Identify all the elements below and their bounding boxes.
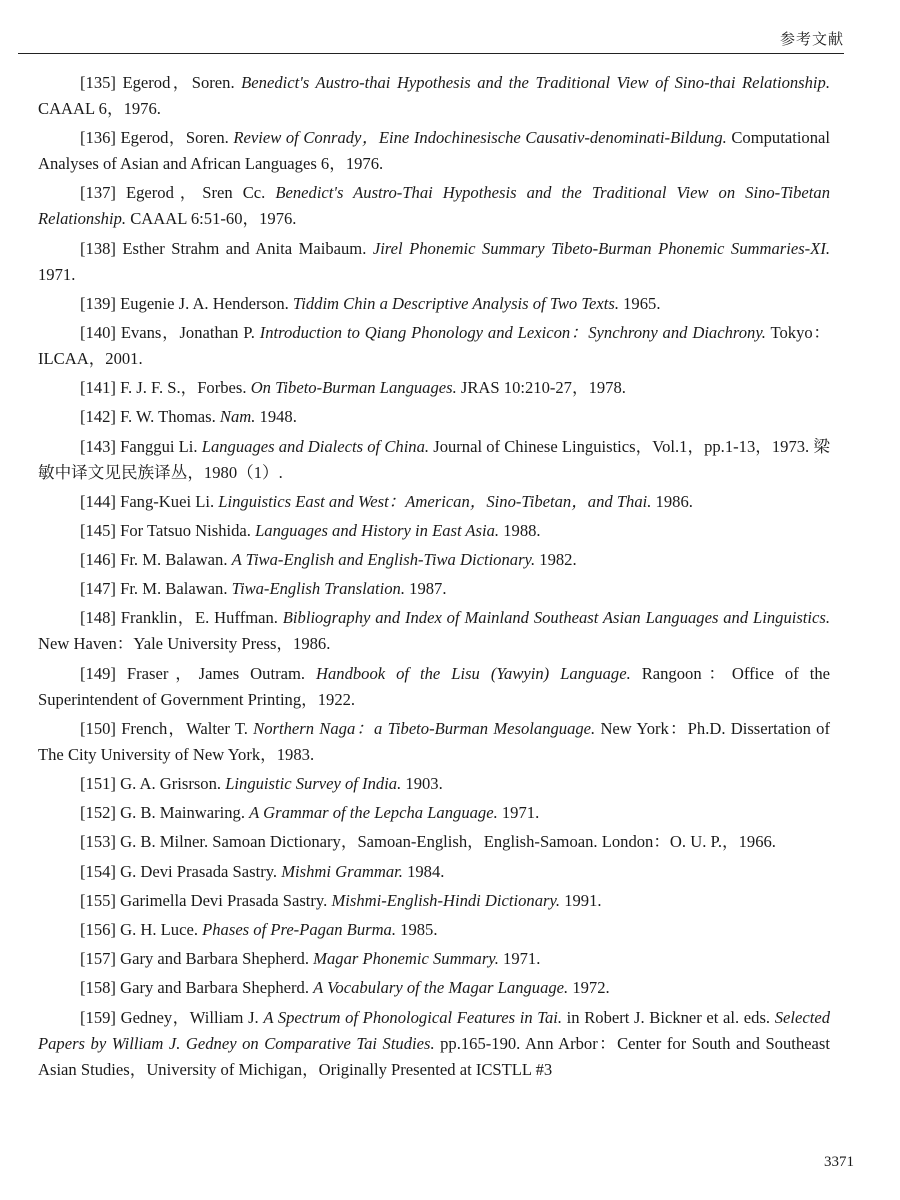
- reference-text: 1987.: [405, 579, 447, 599]
- reference-text: 1984.: [402, 861, 445, 881]
- reference-entry: [38, 859, 830, 885]
- reference-title: Selected Papers by William J. Gedney on Comparative Tai Studies.: [38, 1007, 830, 1053]
- reference-title: Handbook of the Lisu (Yawyin) Language.: [316, 663, 631, 683]
- reference-text: [144] Fang-Kuei Li.: [80, 491, 219, 511]
- reference-text: [147] Fr. M. Balawan.: [80, 579, 232, 599]
- reference-entry: [38, 716, 830, 768]
- reference-text: 1971.: [38, 264, 76, 284]
- reference-text: Computational Analyses of Asian and African Languages 6，1976.: [38, 128, 830, 174]
- reference-title: On Tibeto-Burman Languages.: [250, 378, 457, 398]
- reference-text: Tokyo：ILCAA，2001.: [38, 322, 830, 368]
- reference-entry: [38, 576, 830, 602]
- reference-title: A Grammar of the Lepcha Language.: [249, 803, 498, 823]
- reference-title: Introduction to Qiang Phonology and Lexicon：Synchrony and Diachrony.: [259, 322, 766, 342]
- reference-text: JRAS 10:210-27，1978.: [456, 378, 626, 398]
- reference-entry: [38, 180, 830, 232]
- reference-text: 1903.: [401, 774, 443, 793]
- reference-entry: [38, 547, 830, 573]
- reference-text: 1985.: [396, 919, 438, 939]
- reference-text: 1965.: [618, 293, 661, 313]
- reference-text: [154] G. Devi Prasada Sastry.: [80, 861, 282, 881]
- reference-entry: [38, 375, 830, 401]
- reference-entry: [38, 975, 830, 1001]
- reference-entry: [38, 291, 830, 317]
- reference-text: 1971.: [497, 803, 540, 823]
- reference-title: Nam.: [219, 407, 256, 427]
- reference-entry: [38, 917, 830, 943]
- reference-text: [136] Egerod，Soren.: [80, 128, 234, 148]
- reference-title: Linguistics East and West：American，Sino-Tibetan，and Thai.: [218, 491, 652, 511]
- reference-entry: [38, 946, 830, 972]
- reference-text: in Robert J. Bickner et al. eds.: [562, 1007, 775, 1027]
- running-head: 参考文献: [779, 32, 844, 48]
- reference-text: 1988.: [499, 520, 541, 540]
- reference-text: Rangoon：Office of the Superintendent of Government Printing，1922.: [38, 663, 830, 709]
- reference-text: 1971.: [498, 949, 541, 969]
- reference-text: [158] Gary and Barbara Shepherd.: [80, 978, 314, 998]
- reference-title: Tiwa-English Translation.: [231, 579, 405, 599]
- reference-title: Magar Phonemic Summary.: [313, 949, 499, 969]
- reference-text: [139] Eugenie J. A. Henderson.: [80, 293, 293, 313]
- reference-title: Jirel Phonemic Summary Tibeto-Burman Phonemic Summaries-XI.: [372, 238, 830, 258]
- reference-text: [149] Fraser，James Outram.: [80, 663, 316, 683]
- reference-entry: [38, 771, 830, 797]
- reference-text: [156] G. H. Luce.: [80, 919, 203, 939]
- reference-title: Linguistic Survey of India.: [225, 774, 402, 793]
- page-header: [18, 26, 844, 54]
- reference-text: [152] G. B. Mainwaring.: [80, 803, 250, 823]
- reference-entry: [38, 434, 830, 486]
- reference-text: 1991.: [560, 890, 602, 910]
- reference-text: [141] F. J. F. S.，Forbes.: [80, 378, 251, 398]
- reference-text: 1972.: [568, 978, 610, 998]
- reference-entry: [38, 605, 830, 657]
- reference-title: Languages and History in East Asia.: [255, 520, 500, 540]
- reference-entry: [38, 70, 830, 122]
- reference-entry: [38, 320, 830, 372]
- reference-text: 1982.: [535, 550, 577, 570]
- reference-text: CAAAL 6:51-60，1976.: [126, 209, 297, 229]
- reference-entry: [38, 236, 830, 288]
- reference-entry: [38, 829, 830, 855]
- reference-list: [38, 70, 830, 1086]
- reference-text: [146] Fr. M. Balawan.: [80, 550, 232, 570]
- reference-entry: [38, 404, 830, 430]
- reference-text: [148] Franklin，E. Huffman.: [80, 608, 283, 628]
- reference-title: Languages and Dialects of China.: [201, 436, 430, 456]
- reference-title: Mishmi Grammar.: [281, 861, 403, 881]
- reference-text: [137] Egerod，Sren Cc.: [80, 183, 276, 203]
- reference-title: Benedict's Austro-thai Hypothesis and the Traditional View of Sino-thai Relationship.: [241, 73, 830, 92]
- reference-title: Tiddim Chin a Descriptive Analysis of Two Texts.: [292, 293, 619, 313]
- reference-text: 1986.: [651, 491, 693, 511]
- reference-text: pp.165-190. Ann Arbor：Center for South and Southeast Asian Studies，University of Michigan，Originally Presented at ICSTLL #3: [38, 1033, 830, 1079]
- page-number: 3371: [824, 1154, 854, 1170]
- reference-text: [138] Esther Strahm and Anita Maibaum.: [80, 238, 373, 258]
- reference-text: [153] G. B. Milner. Samoan Dictionary，Samoan-English，English-Samoan. London：O. U. P.，1966.: [80, 832, 776, 852]
- reference-title: Northern Naga：a Tibeto-Burman Mesolanguage.: [253, 718, 596, 738]
- reference-text: [151] G. A. Grisrson.: [80, 774, 226, 793]
- reference-entry: [38, 518, 830, 544]
- reference-text: [140] Evans，Jonathan P.: [80, 322, 260, 342]
- reference-text: [142] F. W. Thomas.: [80, 407, 220, 427]
- reference-text: Journal of Chinese Linguistics，Vol.1，pp.1-13，1973. 梁敏中译文见民族译丛，1980（1）.: [38, 436, 830, 482]
- reference-text: [159] Gedney，William J.: [80, 1007, 264, 1027]
- reference-text: New York：Ph.D. Dissertation of The City University of New York，1983.: [38, 718, 830, 764]
- reference-text: [145] For Tatsuo Nishida.: [80, 520, 256, 540]
- header-rule: [18, 53, 844, 54]
- reference-text: [143] Fanggui Li.: [80, 436, 202, 456]
- reference-text: [155] Garimella Devi Prasada Sastry.: [80, 890, 332, 910]
- reference-title: A Spectrum of Phonological Features in Tai.: [263, 1007, 563, 1027]
- reference-text: 1948.: [255, 407, 297, 427]
- reference-text: CAAAL 6，1976.: [38, 99, 161, 118]
- reference-title: Benedict's Austro-Thai Hypothesis and the Traditional View on Sino-Tibetan Relationship.: [38, 183, 830, 229]
- reference-text: [135] Egerod，Soren.: [80, 73, 242, 92]
- reference-entry: [38, 888, 830, 914]
- reference-entry: [38, 661, 830, 713]
- reference-title: Mishmi-English-Hindi Dictionary.: [331, 890, 561, 910]
- reference-text: [150] French，Walter T.: [80, 718, 254, 738]
- reference-entry: [38, 489, 830, 515]
- reference-text: [157] Gary and Barbara Shepherd.: [80, 949, 314, 969]
- reference-title: Review of Conrady，Eine Indochinesische Causativ-denominati-Bildung.: [233, 128, 727, 148]
- reference-title: A Vocabulary of the Magar Language.: [313, 978, 569, 998]
- reference-text: New Haven：Yale University Press，1986.: [38, 634, 331, 654]
- reference-title: Phases of Pre-Pagan Burma.: [202, 919, 396, 939]
- reference-title: A Tiwa-English and English-Tiwa Dictionary.: [231, 550, 536, 570]
- reference-entry: [38, 800, 830, 826]
- reference-entry: [38, 125, 830, 177]
- reference-entry: [38, 1005, 830, 1083]
- reference-title: Bibliography and Index of Mainland Southeast Asian Languages and Linguistics.: [282, 608, 830, 628]
